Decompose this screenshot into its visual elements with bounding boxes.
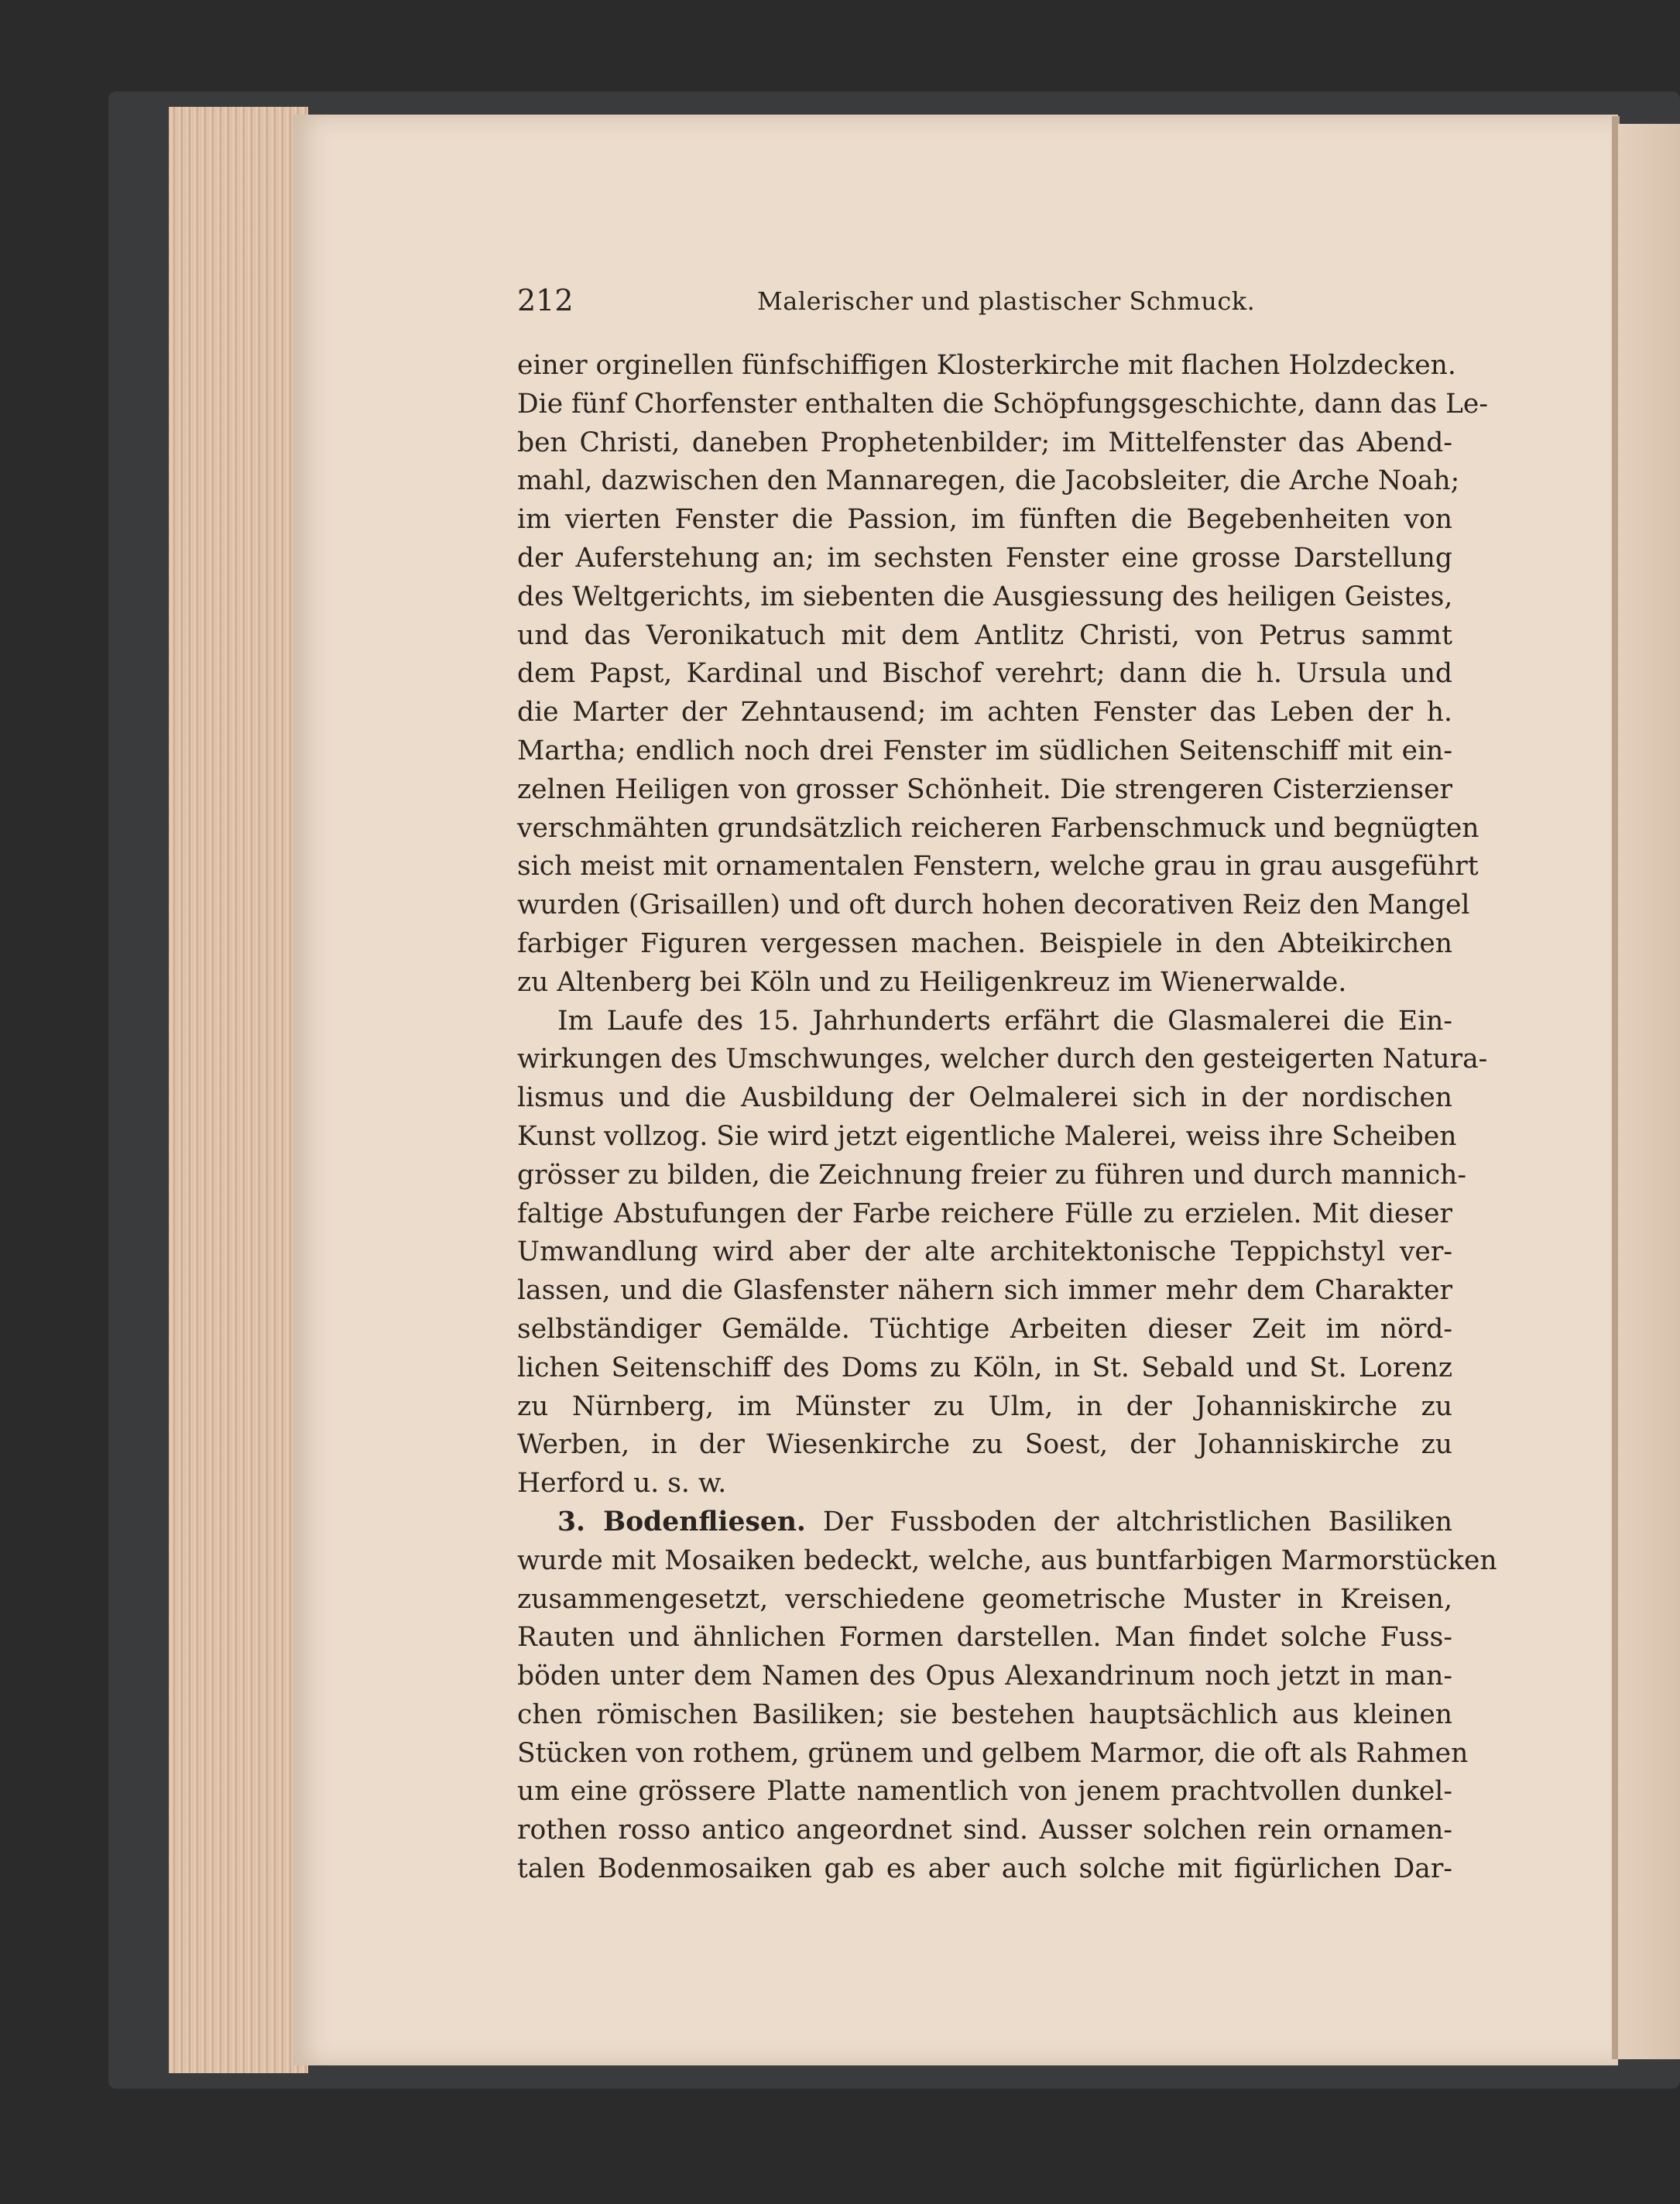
- text-line-content: lichen Seitenschiff des Doms zu Köln, in St. Sebald und St. Lorenz: [517, 1352, 1452, 1383]
- text-line: [517, 1542, 1497, 1581]
- text-line-content: böden unter dem Namen des Opus Alexandrinum noch jetzt in man-: [517, 1661, 1452, 1692]
- text-line-content: Die fünf Chorfenster enthalten die Schöpfungsgeschichte, dann das Le-: [517, 388, 1488, 420]
- text-line: [517, 1503, 1452, 1542]
- text-line: [517, 578, 1452, 617]
- text-line-content: faltige Abstufungen der Farbe reichere Fülle zu erzielen. Mit dieser: [517, 1198, 1452, 1229]
- text-line-content: im vierten Fenster die Passion, im fünften die Begebenheiten von: [517, 504, 1452, 536]
- text-line: [517, 964, 1452, 1003]
- text-line-content: ben Christi, daneben Prophetenbilder; im Mittelfenster das Abend-: [517, 427, 1452, 458]
- body-text: [517, 347, 1497, 1889]
- text-line: [517, 694, 1452, 732]
- text-line: [517, 1581, 1452, 1620]
- text-line-content: lismus und die Ausbildung der Oelmalerei sich in der nordischen: [517, 1082, 1452, 1114]
- text-line: [517, 1195, 1452, 1234]
- text-line: [517, 1465, 1452, 1503]
- facing-page-edge: [1618, 124, 1680, 2059]
- text-line: [517, 1773, 1452, 1812]
- text-line: [517, 617, 1452, 656]
- text-line-content: einer orginellen fünfschiffigen Klosterkirche mit flachen Holzdecken.: [517, 350, 1456, 381]
- text-line-content: rothen rosso antico angeordnet sind. Ausser solchen rein ornamen-: [517, 1815, 1452, 1846]
- text-line: [517, 1657, 1452, 1696]
- text-line: [517, 540, 1452, 578]
- text-line: [517, 1426, 1452, 1465]
- text-line-content: wirkungen des Umschwunges, welcher durch den gesteigerten Natura-: [517, 1044, 1488, 1075]
- running-head: [517, 283, 1477, 327]
- text-line: [517, 1812, 1452, 1850]
- text-line: [517, 1040, 1488, 1079]
- text-line: [517, 848, 1479, 886]
- text-line: [517, 771, 1452, 810]
- running-title: Malerischer und plastischer Schmuck.: [757, 286, 1256, 316]
- section-heading: 3. Bodenfliesen.: [557, 1506, 806, 1537]
- text-line-content: zu Nürnberg, im Münster zu Ulm, in der Johanniskirche zu: [517, 1390, 1452, 1422]
- text-line-content: wurden (Grisaillen) und oft durch hohen decorativen Reiz den Mangel: [517, 889, 1470, 921]
- text-line-content: talen Bodenmosaiken gab es aber auch solche mit figürlichen Dar-: [517, 1853, 1452, 1885]
- text-line: [517, 1272, 1452, 1311]
- page-edges: [169, 107, 308, 2073]
- text-line-content: Umwandlung wird aber der alte architektonische Teppichstyl ver-: [517, 1236, 1452, 1268]
- page-number: 212: [517, 283, 574, 317]
- text-line: [517, 810, 1479, 848]
- text-line: [517, 1079, 1452, 1118]
- text-line-content: sich meist mit ornamentalen Fenstern, welche grau in grau ausgeführt: [517, 851, 1479, 883]
- text-line-content: Der Fussboden der altchristlichen Basiliken: [805, 1506, 1452, 1537]
- text-line-content: wurde mit Mosaiken bedeckt, welche, aus buntfarbigen Marmorstücken: [517, 1544, 1497, 1576]
- text-line-content: des Weltgerichts, im siebenten die Ausgiessung des heiligen Geistes,: [517, 581, 1453, 612]
- text-line-content: Herford u. s. w.: [517, 1468, 727, 1500]
- text-line-content: Rauten und ähnlichen Formen darstellen. Man findet solche Fuss-: [517, 1622, 1452, 1654]
- text-line-content: farbiger Figuren vergessen machen. Beispiele in den Abteikirchen: [517, 927, 1452, 959]
- text-line: [517, 462, 1460, 501]
- text-line: [517, 1696, 1452, 1735]
- text-line-content: dem Papst, Kardinal und Bischof verehrt; dann die h. Ursula und: [517, 658, 1452, 690]
- text-line-content: die Marter der Zehntausend; im achten Fenster das Leben der h.: [517, 697, 1452, 728]
- text-line-content: Martha; endlich noch drei Fenster im südlichen Seitenschiff mit ein-: [517, 735, 1452, 766]
- text-line-content: mahl, dazwischen den Mannaregen, die Jacobsleiter, die Arche Noah;: [517, 465, 1460, 497]
- text-line-content: Kunst vollzog. Sie wird jetzt eigentliche Malerei, weiss ihre Scheiben: [517, 1120, 1457, 1152]
- text-line: [517, 424, 1452, 463]
- text-line-content: der Auferstehung an; im sechsten Fenster eine grosse Darstellung: [517, 542, 1452, 574]
- text-line-content: lassen, und die Glasfenster nähern sich immer mehr dem Charakter: [517, 1275, 1452, 1307]
- text-line: [517, 1157, 1466, 1195]
- text-line-content: Werben, in der Wiesenkirche zu Soest, der Johanniskirche zu: [517, 1429, 1452, 1461]
- text-line-content: chen römischen Basiliken; sie bestehen hauptsächlich aus kleinen: [517, 1698, 1452, 1730]
- text-line: [517, 1311, 1452, 1349]
- text-line: [517, 1003, 1452, 1041]
- text-line: [517, 1233, 1452, 1272]
- text-line-content: zelnen Heiligen von grosser Schönheit. Die strengeren Cisterzienser: [517, 773, 1452, 805]
- text-line: [517, 655, 1452, 694]
- text-line: [517, 1388, 1452, 1427]
- text-line-content: zu Altenberg bei Köln und zu Heiligenkreuz im Wienerwalde.: [517, 966, 1347, 998]
- text-line-content: und das Veronikatuch mit dem Antlitz Christi, von Petrus sammt: [517, 619, 1452, 651]
- text-line-content: zusammengesetzt, verschiedene geometrische Muster in Kreisen,: [517, 1583, 1452, 1615]
- text-line: [517, 732, 1452, 771]
- text-line-content: selbständiger Gemälde. Tüchtige Arbeiten dieser Zeit im nörd-: [517, 1313, 1452, 1345]
- text-line: [517, 501, 1452, 540]
- text-line: [517, 386, 1488, 424]
- text-line: [517, 925, 1452, 964]
- text-line-content: Im Laufe des 15. Jahrhunderts erfährt die Glasmalerei die Ein-: [557, 1005, 1452, 1037]
- text-line: [517, 886, 1470, 925]
- text-line-content: verschmähten grundsätzlich reicheren Farbenschmuck und begnügten: [517, 812, 1479, 844]
- text-line: [517, 347, 1456, 386]
- text-line: [517, 1619, 1452, 1657]
- text-line-content: Stücken von rothem, grünem und gelbem Marmor, die oft als Rahmen: [517, 1737, 1469, 1769]
- text-line: [517, 1850, 1452, 1889]
- text-line: [517, 1118, 1457, 1157]
- text-line-content: grösser zu bilden, die Zeichnung freier zu führen und durch mannich-: [517, 1159, 1466, 1191]
- text-line-content: um eine grössere Platte namentlich von jenem prachtvollen dunkel-: [517, 1776, 1452, 1808]
- text-line: [517, 1349, 1452, 1388]
- text-line: [517, 1735, 1469, 1774]
